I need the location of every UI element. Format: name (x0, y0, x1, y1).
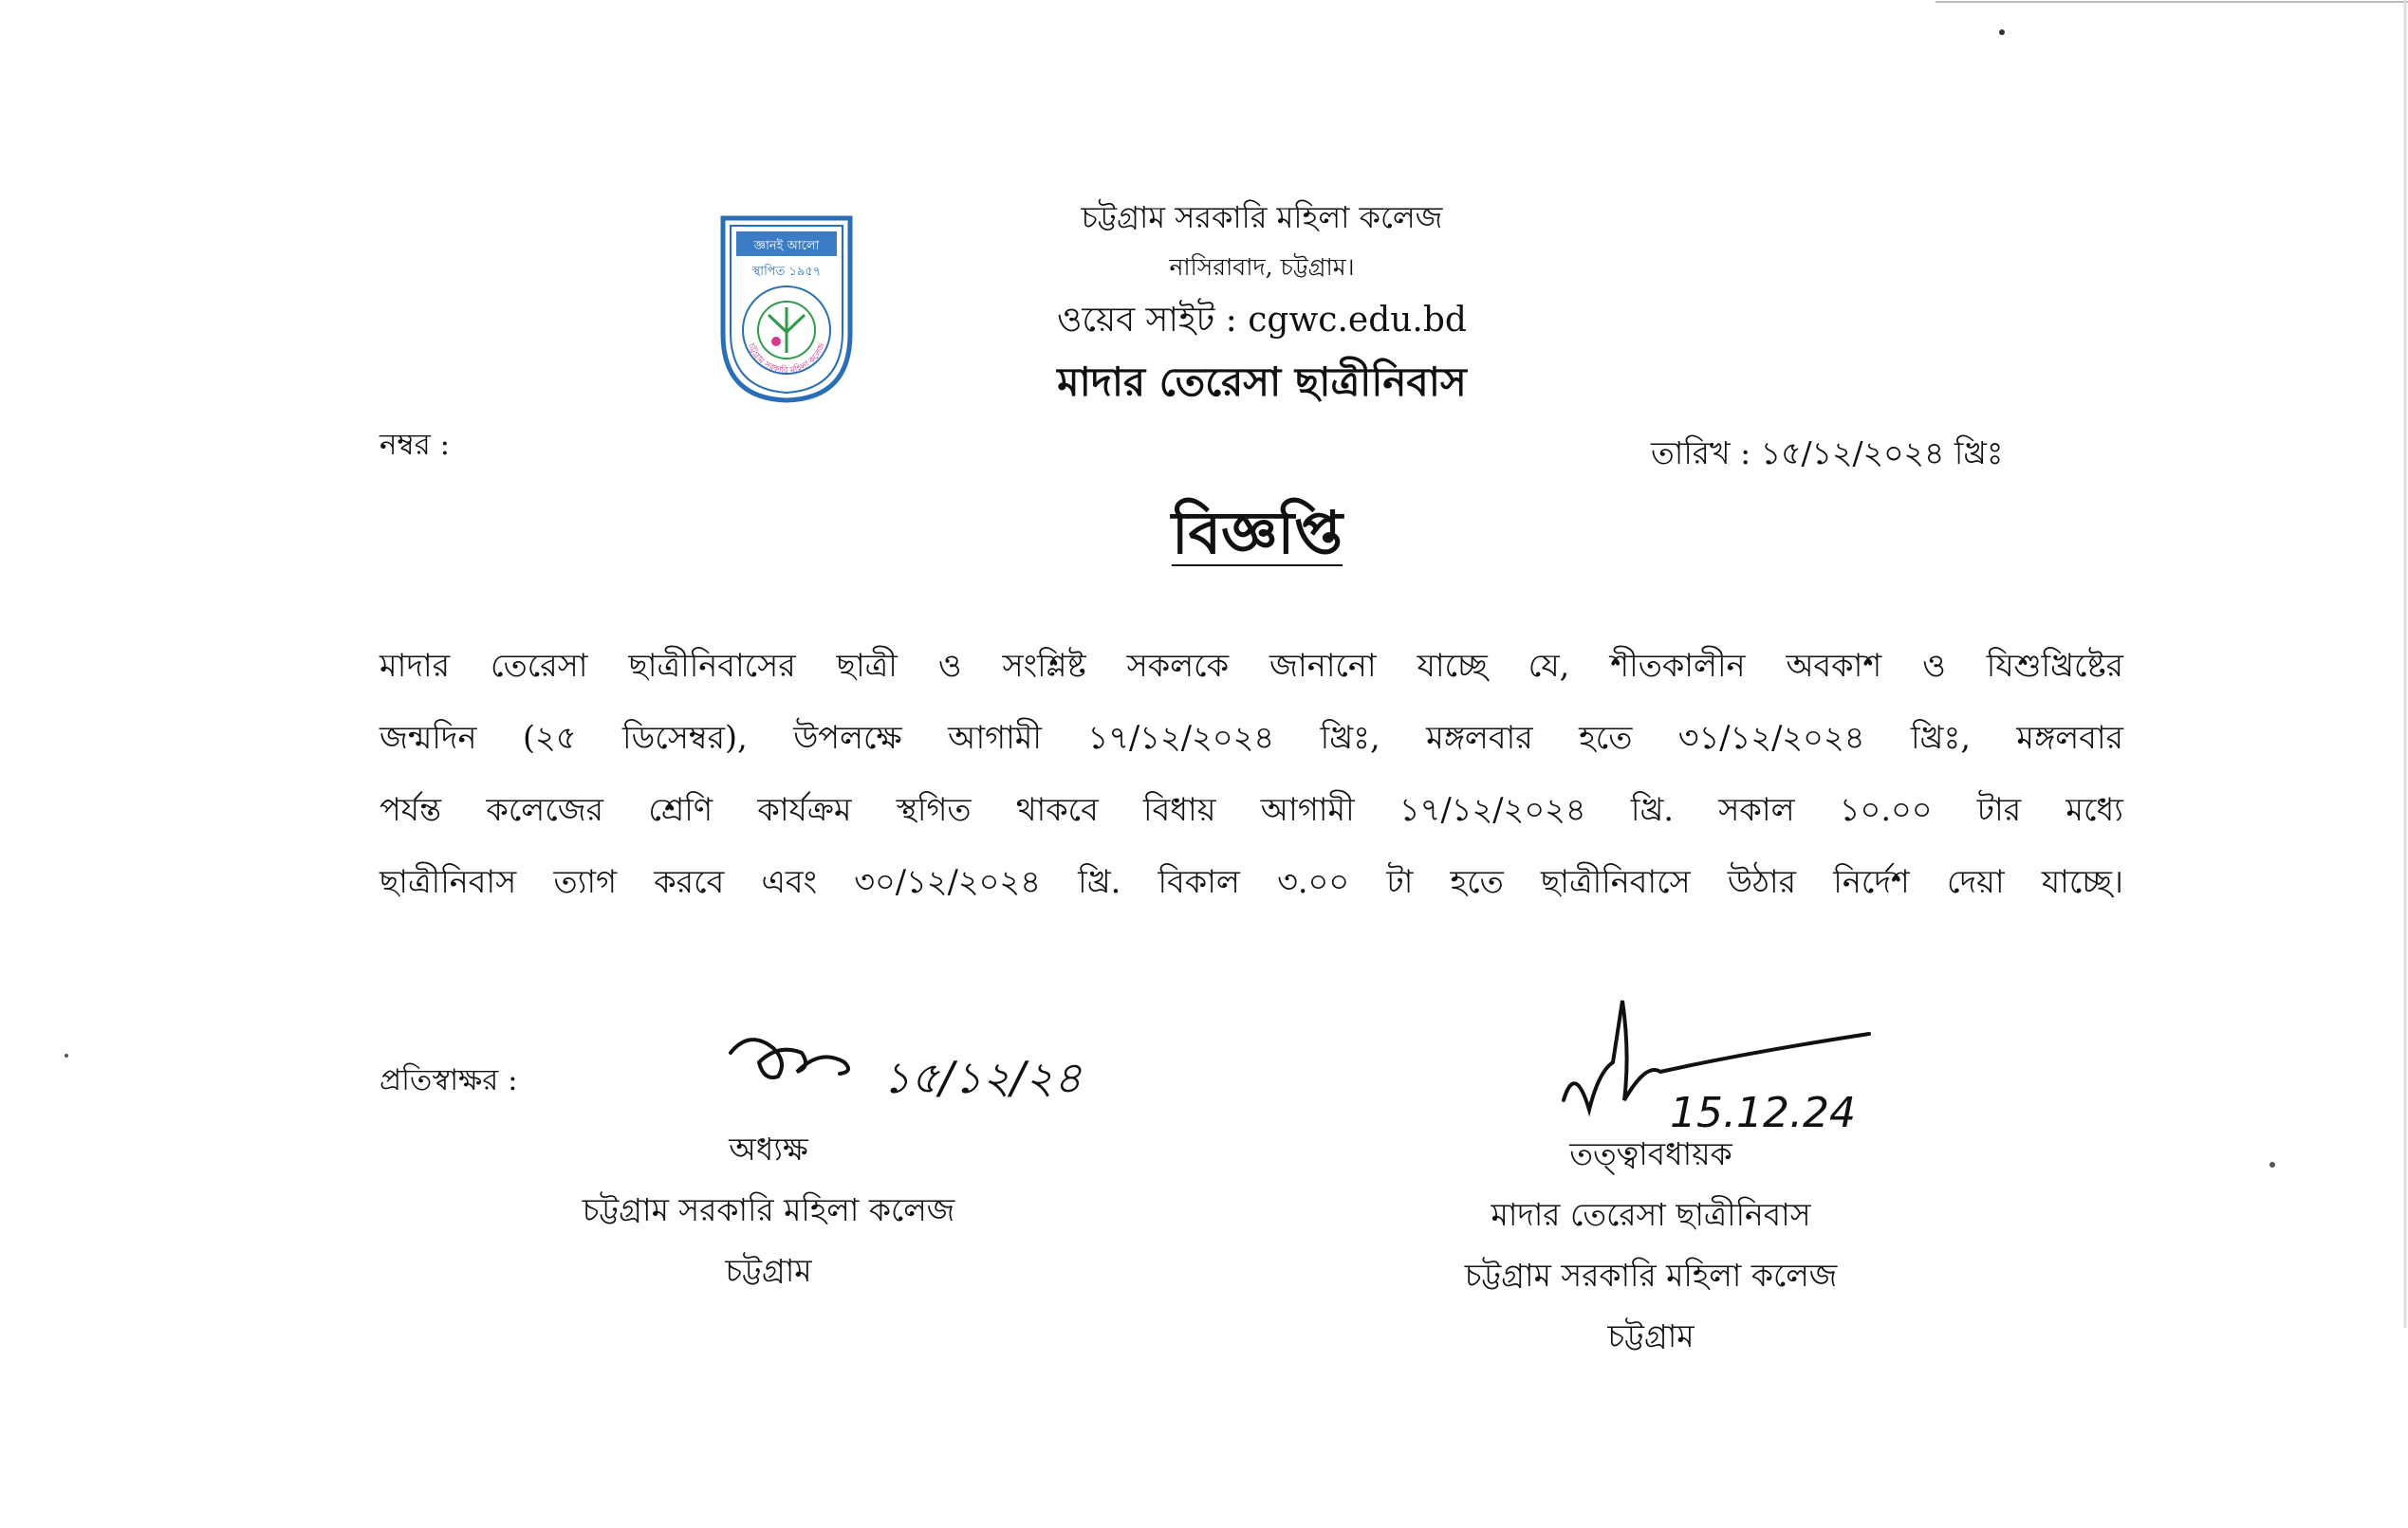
notice-body-line: পর্যন্ত কলেজের শ্রেণি কার্যক্রম স্থগিত থাকবে বিধায় আগামী ১৭/১২/২০২৪ খ্রি. সকাল ১০.০০ টার মধ্যে (380, 791, 2123, 828)
principal-org: চট্টগ্রাম সরকারি মহিলা কলেজ (582, 1191, 955, 1228)
notice-title: বিজ্ঞপ্তি (1171, 498, 1343, 567)
notice-body (380, 642, 2123, 930)
website-line: ওয়েব সাইট : cgwc.edu.bd (1057, 301, 1467, 340)
custodian-city: চট্টগ্রাম (1607, 1317, 1695, 1354)
custodian-hostel: মাদার তেরেসা ছাত্রীনিবাস (1491, 1196, 1811, 1233)
crest-established: স্থাপিত ১৯৫৭ (751, 265, 822, 279)
notice-body-line: মাদার তেরেসা ছাত্রীনিবাসের ছাত্রী ও সংশ্লিষ্ট সকলকে জানানো যাচ্ছে যে, শীতকালীন অবকাশ ও যিশুখ্রিষ্টের (380, 647, 2123, 684)
hostel-name: মাদার তেরেসা ছাত্রীনিবাস (1057, 359, 1467, 405)
notice-body-line: ছাত্রীনিবাস ত্যাগ করবে এবং ৩০/১২/২০২৪ খ্রি. বিকাল ৩.০০ টা হতে ছাত্রীনিবাসে উঠার নির্দেশ দেয়া যাচ্ছে। (380, 863, 2123, 900)
notice-date: তারিখ : ১৫/১২/২০২৪ খ্রিঃ (1651, 434, 2004, 471)
principal-block (493, 1119, 1044, 1301)
countersign-label: প্রতিস্বাক্ষর : (380, 1063, 518, 1097)
principal-title: অধ্যক্ষ (729, 1131, 808, 1168)
notice-body-line: জন্মদিন (২৫ ডিসেম্বর), উপলক্ষে আগামী ১৭/১২/২০২৪ খ্রিঃ, মঙ্গলবার হতে ৩১/১২/২০২৪ খ্রিঃ, মঙ্গলবার (380, 719, 2123, 756)
reference-number-label: নম্বর : (380, 428, 451, 462)
principal-signature (721, 1024, 1139, 1129)
svg-text:15.12.24: 15.12.24 (1670, 1089, 1856, 1137)
crest-motto: জ্ঞানই আলো (753, 239, 820, 253)
college-name: চট্টগ্রাম সরকারি মহিলা কলেজ (1081, 199, 1443, 235)
custodian-block (1366, 1124, 1936, 1367)
college-address: নাসিরাবাদ, চট্টগ্রাম। (1169, 253, 1355, 281)
college-crest-icon (719, 212, 854, 404)
svg-text:১৫/১২/২৪: ১৫/১২/২৪ (882, 1052, 1083, 1103)
custodian-title: তত্ত্বাবধায়ক (1569, 1135, 1732, 1172)
svg-text:চট্টগ্রাম সরকারি মহিলা কলেজ: চট্টগ্রাম সরকারি মহিলা কলেজ (745, 341, 828, 377)
principal-city: চট্টগ্রাম (725, 1252, 812, 1289)
custodian-signature (1556, 996, 1936, 1138)
custodian-org: চট্টগ্রাম সরকারি মহিলা কলেজ (1464, 1257, 1838, 1294)
